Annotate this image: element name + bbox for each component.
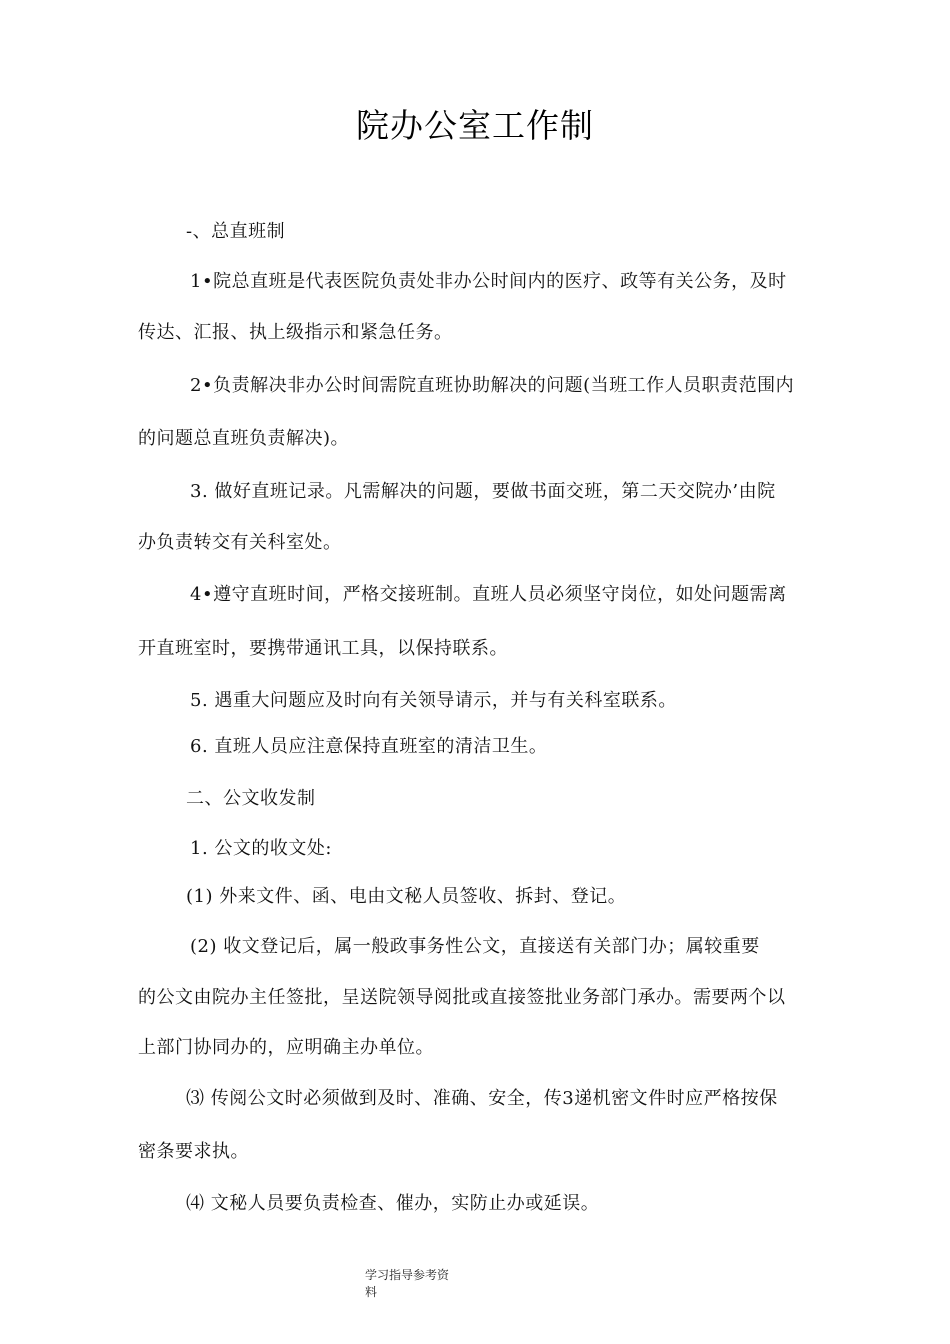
paragraph-line: 办负责转交有关科室处。 <box>138 532 342 553</box>
section-heading-documents: 二、公文收发制 <box>186 788 316 809</box>
document-title: 院办公室工作制 <box>356 106 594 145</box>
footer-line: 学习指导参考资 <box>365 1268 450 1282</box>
paragraph-line: 3. 做好直班记录。凡需解决的问题，要做书面交班，第二天交院办’由院 <box>190 481 776 502</box>
paragraph-line: ⑷ 文秘人员要负责检查、催办，实防止办或延误。 <box>186 1193 600 1214</box>
paragraph-line: 传达、汇报、执上级指示和紧急任务。 <box>138 322 453 343</box>
paragraph-line: (2) 收文登记后，属一般政事务性公文，直接送有关部门办；属较重要 <box>190 936 760 957</box>
paragraph-line: 6. 直班人员应注意保持直班室的清洁卫生。 <box>190 736 548 757</box>
paragraph-line: 1•院总直班是代表医院负责处非办公时间内的医疗、政等有关公务，及时 <box>190 271 787 292</box>
paragraph-line: 5. 遇重大问题应及时向有关领导请示，并与有关科室联系。 <box>190 690 677 711</box>
page-footer <box>365 1267 485 1301</box>
paragraph-line: 的问题总直班负责解决)。 <box>138 428 350 449</box>
paragraph-line: 上部门协同办的，应明确主办单位。 <box>138 1037 434 1058</box>
paragraph-line: 4•遵守直班时间，严格交接班制。直班人员必须坚守岗位，如处问题需离 <box>190 584 787 605</box>
paragraph-line: 1. 公文的收文处: <box>190 838 332 859</box>
paragraph-line: (1) 外来文件、函、电由文秘人员签收、拆封、登记。 <box>186 886 627 907</box>
section-heading-duty: -、总直班制 <box>186 221 286 242</box>
paragraph-line: 开直班室时，要携带通讯工具，以保持联系。 <box>138 638 508 659</box>
paragraph-line: 的公文由院办主任签批，呈送院领导阅批或直接签批业务部门承办。需要两个以 <box>138 987 786 1008</box>
paragraph-line: ⑶ 传阅公文时必须做到及时、准确、安全，传3递机密文件时应严格按保 <box>186 1088 778 1109</box>
paragraph-line: 2•负责解决非办公时间需院直班协助解决的问题(当班工作人员职责范围内 <box>190 375 795 396</box>
paragraph-line: 密条要求执。 <box>138 1141 249 1162</box>
footer-line: 料 <box>365 1285 378 1299</box>
